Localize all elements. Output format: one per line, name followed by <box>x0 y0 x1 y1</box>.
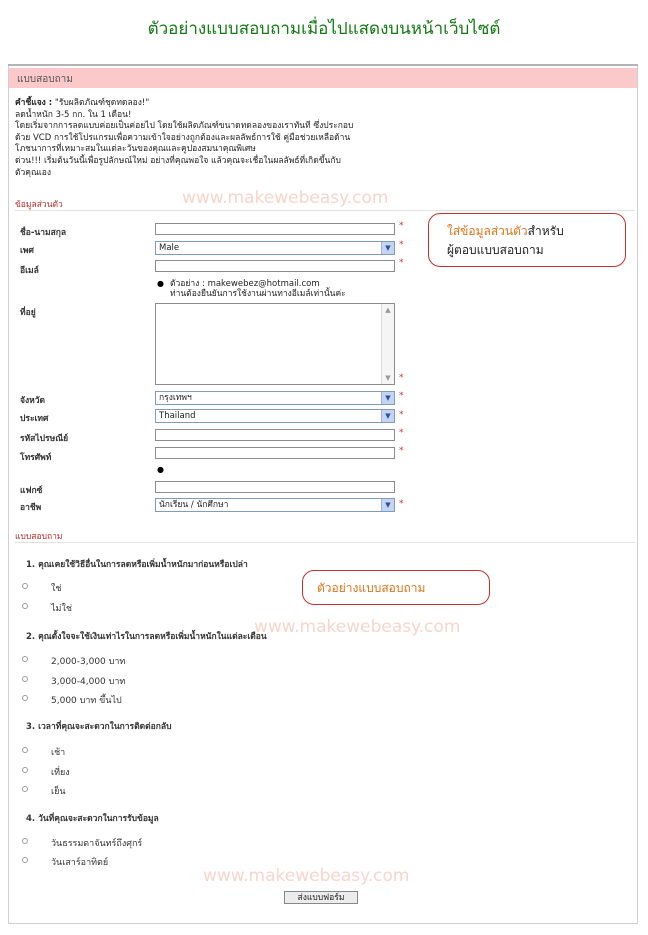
intro-quote: "รับผลิตภัณฑ์ชุดทดลอง!" <box>54 98 150 108</box>
country-select[interactable] <box>155 409 395 423</box>
intro-line: ตัวคุณเอง <box>15 167 52 178</box>
question-3: 3. เวลาที่คุณจะสะดวกในการติดต่อกลับ <box>26 722 172 732</box>
watermark: www.makewebeasy.com <box>203 866 410 886</box>
question-1: 1. คุณเคยใช้วิธีอื่นในการลดหรือเพิ่มน้ำหนักมาก่อนหรือเปล่า <box>26 560 248 570</box>
phone-input[interactable] <box>155 447 395 459</box>
callout-text: สำหรับ <box>527 224 564 238</box>
watermark: www.makewebeasy.com <box>182 188 389 208</box>
required-mark: * <box>399 240 404 250</box>
callout-highlight: ใส่ข้อมูลส่วนตัว <box>447 224 528 238</box>
address-textarea[interactable] <box>155 303 395 385</box>
intro-text <box>15 98 415 179</box>
required-mark: * <box>399 221 404 231</box>
email-input[interactable] <box>155 260 395 272</box>
personal-info-callout <box>428 213 626 267</box>
callout-line1 <box>447 222 564 241</box>
province-label: จังหวัด <box>20 396 46 406</box>
option-label: เช้า <box>51 748 66 758</box>
section-divider <box>15 542 635 543</box>
scroll-down-icon[interactable]: ▼ <box>385 374 391 382</box>
intro-label: คำชี้แจง : <box>15 98 53 108</box>
name-input[interactable] <box>155 223 395 235</box>
option-label: เย็น <box>51 787 66 797</box>
question-4: 4. วันที่คุณจะสะดวกในการรับข้อมูล <box>26 814 159 824</box>
gender-select[interactable] <box>155 241 395 255</box>
occupation-label: อาชีพ <box>20 503 42 513</box>
gender-select-value: Male <box>159 243 180 253</box>
page-title: ตัวอย่างแบบสอบถามเมื่อไปแสดงบนหน้าเว็บไซต์ <box>147 19 501 39</box>
option-label: ไม่ใช่ <box>51 604 72 614</box>
required-mark: * <box>399 258 404 268</box>
fax-label: แฟกซ์ <box>20 486 43 496</box>
chevron-down-icon[interactable]: ▼ <box>381 242 394 254</box>
survey-section-title: แบบสอบถาม <box>15 532 63 542</box>
required-mark: * <box>399 410 404 420</box>
question-2: 2. คุณตั้งใจจะใช้เงินเท่าไรในการลดหรือเพิ่มน้ำหนักในแต่ละเดือน <box>26 632 267 642</box>
chevron-down-icon[interactable]: ▼ <box>381 499 394 511</box>
occupation-select[interactable] <box>155 498 395 512</box>
radio-icon[interactable] <box>22 583 28 589</box>
province-select-value: กรุงเทพฯ <box>159 393 192 403</box>
survey-callout-text: ตัวอย่างแบบสอบถาม <box>317 581 426 595</box>
email-hint-note: ท่านต้องยืนยันการใช้งานผ่านทางอีเมล์เท่านั้นค่ะ <box>170 289 346 299</box>
personal-section-title: ข้อมูลส่วนตัว <box>15 200 63 210</box>
radio-icon[interactable] <box>22 676 28 682</box>
survey-callout <box>302 570 490 605</box>
address-label: ที่อยู่ <box>20 308 36 318</box>
required-mark: * <box>399 428 404 438</box>
radio-icon[interactable] <box>22 656 28 662</box>
watermark: www.makewebeasy.com <box>254 617 461 637</box>
radio-icon[interactable] <box>22 603 28 609</box>
scroll-up-icon[interactable]: ▲ <box>385 306 391 314</box>
name-label: ชื่อ-นามสกุล <box>20 228 67 238</box>
option-label: ใช่ <box>51 584 62 594</box>
occupation-select-value: นักเรียน / นักศึกษา <box>159 500 229 510</box>
radio-icon[interactable] <box>22 767 28 773</box>
postcode-label: รหัสไปรษณีย์ <box>20 434 69 444</box>
email-label: อีเมล์ <box>20 266 39 276</box>
bullet-icon: ● <box>157 465 164 474</box>
gender-label: เพศ <box>20 246 34 256</box>
option-label: 5,000 บาท ขึ้นไป <box>51 696 122 706</box>
option-label: เที่ยง <box>51 768 70 778</box>
intro-line: โภชนาการที่เหมาะสมในแต่ละวันของคุณและคูปองสมนาคุณพิเศษ <box>15 144 256 155</box>
chevron-down-icon[interactable]: ▼ <box>381 410 394 422</box>
intro-line: ด้วย VCD การใช้โปรแกรมเพื่อความเข้าใจอย่างถูกต้องและผลลัพธ์การใช้ คู่มือช่วยเหลือด้าน <box>15 132 351 143</box>
required-mark: * <box>399 391 404 401</box>
country-label: ประเทศ <box>20 414 49 424</box>
required-mark: * <box>399 499 404 509</box>
callout-line2: ผู้ตอบแบบสอบถาม <box>447 243 544 257</box>
country-select-value: Thailand <box>159 411 196 421</box>
required-mark: * <box>399 446 404 456</box>
email-hint <box>170 279 346 299</box>
intro-line: โดยเริ่มจากการลดแบบค่อยเป็นค่อยไป โดยใช้ผลิตภัณฑ์ขนาดทดลองของเราทันที ซึ่งประกอบ <box>15 121 354 132</box>
required-mark: * <box>399 373 404 383</box>
form-header-bar <box>9 68 637 88</box>
fax-input[interactable] <box>155 481 395 493</box>
phone-label: โทรศัพท์ <box>20 453 52 463</box>
option-label: วันธรรมดาจันทร์ถึงศุกร์ <box>51 839 143 849</box>
province-select[interactable] <box>155 391 395 405</box>
intro-line: ด่วน!!! เริ่มต้นวันนี้เพื่อรูปลักษณ์ใหม่ อย่างที่คุณพอใจ แล้วคุณจะเชื่อในผลลัพธ์ที่เกิดขึ้นกับ <box>15 155 341 166</box>
radio-icon[interactable] <box>22 857 28 863</box>
option-label: 3,000-4,000 บาท <box>51 677 126 687</box>
section-divider <box>15 210 635 211</box>
radio-icon[interactable] <box>22 786 28 792</box>
submit-button[interactable]: ส่งแบบฟอร์ม <box>284 891 358 904</box>
form-header-title: แบบสอบถาม <box>17 74 73 85</box>
postcode-input[interactable] <box>155 429 395 441</box>
chevron-down-icon[interactable]: ▼ <box>381 392 394 404</box>
option-label: 2,000-3,000 บาท <box>51 657 126 667</box>
radio-icon[interactable] <box>22 695 28 701</box>
textarea-scrollbar[interactable] <box>381 304 394 384</box>
bullet-icon: ● <box>157 279 164 288</box>
intro-line: ลดน้ำหนัก 3-5 กก. ใน 1 เดือน! <box>15 109 132 120</box>
radio-icon[interactable] <box>22 838 28 844</box>
option-label: วันเสาร์อาทิตย์ <box>51 858 109 868</box>
email-hint-example: ตัวอย่าง : makewebez@hotmail.com <box>170 279 320 289</box>
radio-icon[interactable] <box>22 747 28 753</box>
